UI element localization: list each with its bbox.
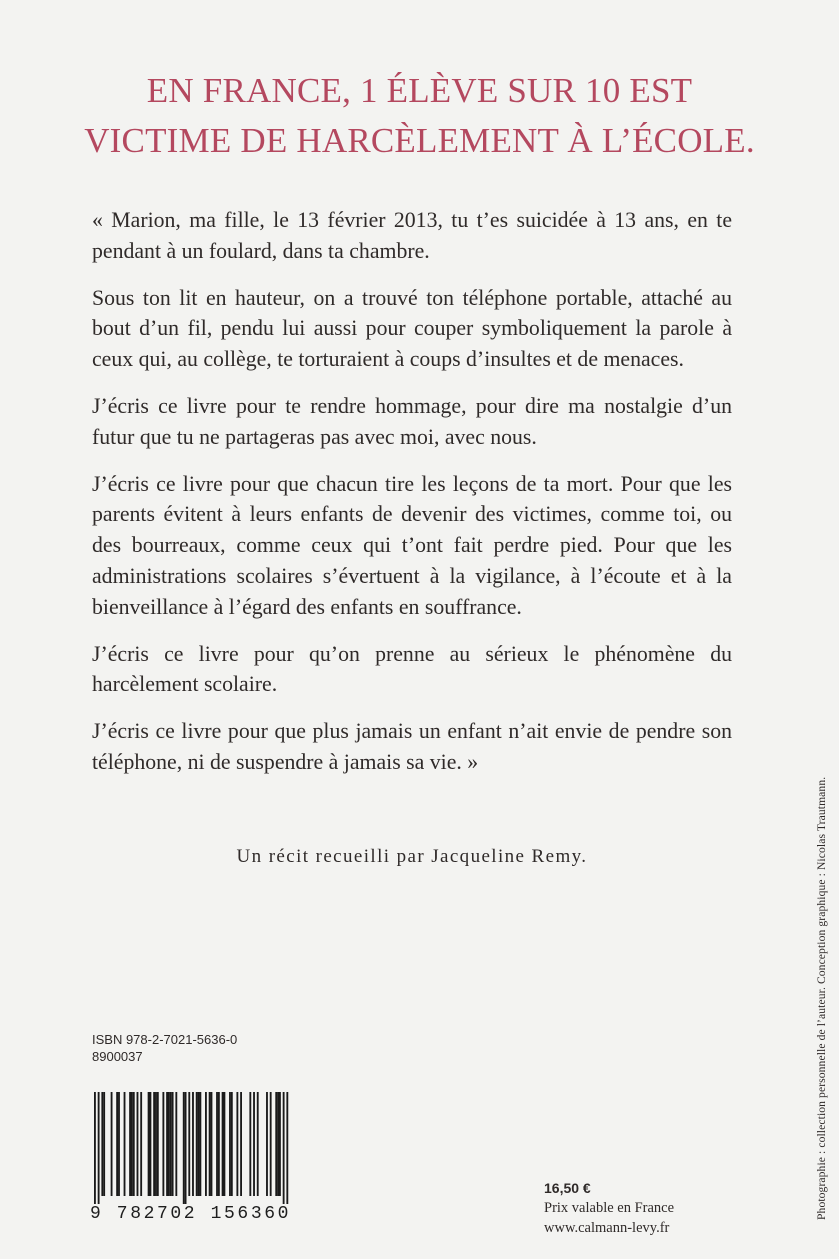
blurb-paragraph-2: Sous ton lit en hauteur, on a trouvé ton téléphone portable, attaché au bout d’un fil, pendu lui aussi pour couper symboliquement la parole à ceux qui, au collège, te torturaient à coups d’insultes et de menaces. bbox=[92, 285, 732, 372]
headline-line-1: EN FRANCE, 1 ÉLÈVE SUR 10 EST bbox=[146, 71, 693, 110]
price-validity: Prix valable en France bbox=[544, 1200, 675, 1216]
isbn-number: ISBN 978-2-7021-5636-0 bbox=[92, 1032, 238, 1047]
barcode-digits: 9 782702 156360 bbox=[90, 1204, 292, 1224]
product-code: 8900037 bbox=[92, 1049, 143, 1064]
blurb-paragraph-5: J’écris ce livre pour qu’on prenne au sérieux le phénomène du harcèlement scolaire. bbox=[92, 641, 732, 697]
barcode bbox=[90, 1092, 292, 1228]
price: 16,50 € bbox=[544, 1180, 591, 1196]
price-block bbox=[544, 1178, 674, 1238]
photo-credits: Photographie : collection personnelle de l’auteur. Conception graphique : Nicolas Trautmann. bbox=[815, 776, 828, 1220]
headline-line-2: VICTIME DE HARCÈLEMENT À L’ÉCOLE. bbox=[84, 121, 755, 160]
back-cover-headline bbox=[40, 66, 799, 166]
blurb-paragraph-1: « Marion, ma fille, le 13 février 2013, tu t’es suicidée à 13 ans, en te pendant à un foulard, dans ta chambre. bbox=[92, 208, 732, 263]
isbn-block bbox=[92, 1031, 237, 1065]
blurb-paragraph-3: J’écris ce livre pour te rendre hommage, pour dire ma nostalgie d’un futur que tu ne partageras pas avec moi, avec nous. bbox=[92, 393, 732, 449]
publisher-website: www.calmann-levy.fr bbox=[544, 1220, 670, 1236]
author-credit: Un récit recueilli par Jacqueline Remy. bbox=[236, 846, 588, 867]
blurb-text bbox=[92, 205, 732, 794]
blurb-paragraph-6: J’écris ce livre pour que plus jamais un enfant n’ait envie de pendre son téléphone, ni de suspendre à jamais sa vie. » bbox=[92, 719, 732, 774]
barcode-bars bbox=[90, 1092, 292, 1204]
blurb-paragraph-4: J’écris ce livre pour que chacun tire les leçons de ta mort. Pour que les parents évitent à leurs enfants de devenir des victimes, comme toi, ou des bourreaux, comme ceux qui t’ont fait perdre pied. Pour que les administrations scolaires s’évertuent à la vigilance, à l’écoute et à la bienveillance à l’égard des enfants en souffrance. bbox=[92, 471, 732, 619]
